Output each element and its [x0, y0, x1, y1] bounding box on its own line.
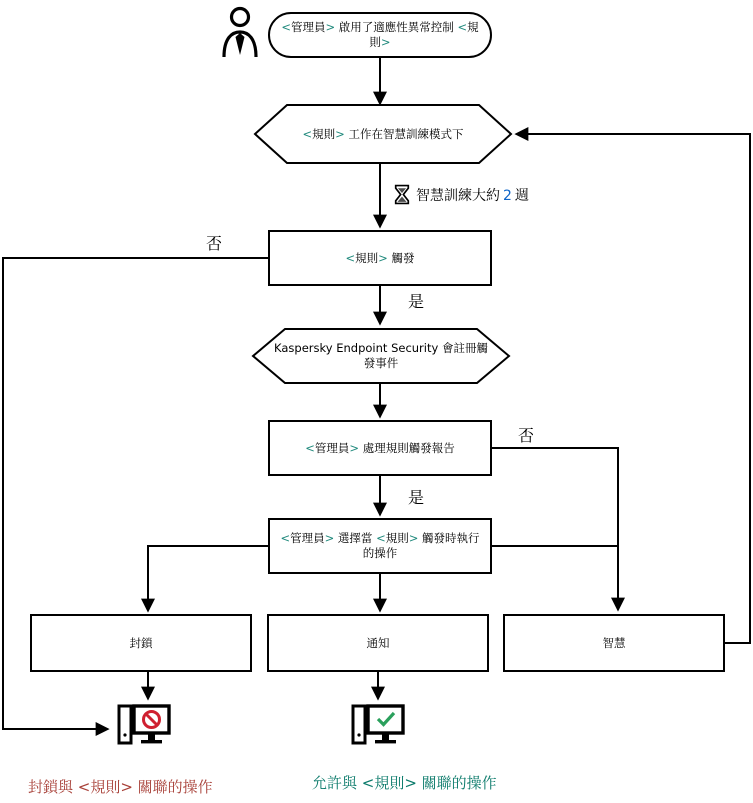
branch-yes-2: 是	[408, 488, 425, 507]
node-action-notify	[267, 614, 489, 672]
branch-no-1: 否	[206, 234, 223, 253]
node-start-label: <管理員> 啟用了適應性異常控制 <規則>	[281, 20, 479, 49]
node-training-mode	[270, 105, 496, 163]
edge-report-no-to-smart	[491, 448, 618, 609]
node-action-notify-label: 通知	[366, 635, 390, 650]
computer-allowed-icon	[350, 702, 406, 750]
node-start	[268, 12, 492, 58]
training-duration-note	[394, 184, 529, 205]
node-rule-triggered	[268, 230, 492, 286]
edge-smart-feedback-to-training	[517, 134, 750, 643]
branch-yes-1: 是	[408, 292, 425, 311]
edge-select-to-block	[148, 546, 268, 610]
caption-blocked-actions: 封鎖與 <規則> 關聯的操作	[28, 778, 213, 796]
node-select-action-label: <管理員> 選擇當 <規則> 觸發時執行的操作	[280, 531, 480, 560]
caption-allowed-actions: 允許與 <規則> 關聯的操作	[312, 774, 497, 792]
branch-no-2: 否	[518, 426, 535, 445]
node-rule-triggered-label: <規則> 觸發	[345, 250, 415, 265]
node-training-mode-label: <規則> 工作在智慧訓練模式下	[302, 126, 464, 141]
node-action-smart-label: 智慧	[602, 635, 626, 650]
node-select-action	[268, 518, 492, 574]
computer-blocked-icon	[116, 702, 172, 750]
training-weeks-number: 2	[503, 187, 512, 204]
hourglass-icon	[394, 184, 410, 205]
node-action-smart	[503, 614, 725, 672]
person-icon	[220, 6, 260, 58]
node-register-event-label: Kaspersky Endpoint Security 會註冊觸發事件	[274, 341, 488, 370]
node-action-block-label: 封鎖	[129, 635, 153, 650]
node-register-event	[266, 329, 496, 383]
node-process-report	[268, 420, 492, 476]
node-action-block	[30, 614, 252, 672]
training-duration-text: 智慧訓練大約 2 週	[416, 187, 529, 204]
node-process-report-label: <管理員> 處理規則觸發報告	[305, 440, 455, 455]
